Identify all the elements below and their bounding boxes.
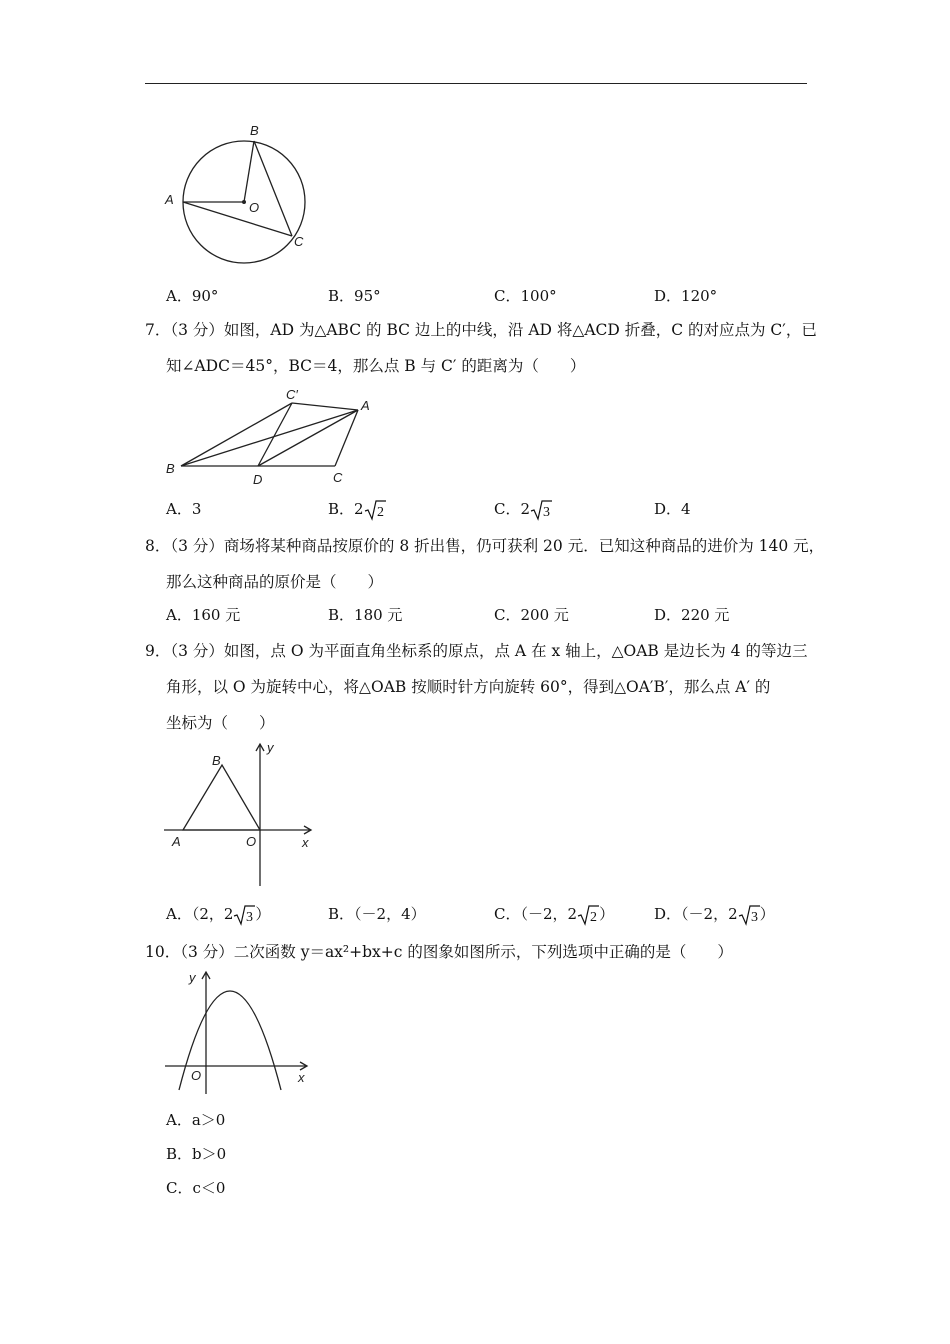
circle-figure [160, 118, 320, 278]
label-o: O [191, 1068, 202, 1083]
q10-option-a: A．a＞0 [166, 1111, 226, 1129]
sqrt-sign [738, 904, 760, 926]
q7-option-b-prefix: B．2 [328, 500, 364, 518]
q8-option-a: A．160 元 [166, 606, 241, 624]
q8-option-b: B．180 元 [328, 606, 403, 624]
sqrt-sign [530, 499, 552, 521]
axis-label-x: x [298, 1070, 305, 1085]
q9-option-a-prefix: A．（2，2 [166, 905, 234, 923]
sqrt-sign [233, 904, 255, 926]
q7-option-b [328, 499, 386, 521]
label-a: A [165, 192, 174, 207]
q10-option-b: B．b＞0 [166, 1145, 227, 1163]
q6-option-d: D．120° [654, 287, 718, 305]
q10-option-c: C．c＜0 [166, 1179, 226, 1197]
q9-option-c [494, 904, 614, 926]
label-a: A [361, 398, 370, 413]
q7-stem-line2: 知∠ADC＝45°，BC＝4，那么点 B 与 C′ 的距离为（ ） [166, 357, 586, 375]
q7-stem-line1: 7．（3 分）如图，AD 为△ABC 的 BC 边上的中线，沿 AD 将△ACD 折叠，C 的对应点为 C′，已 [145, 321, 817, 339]
label-c-prime: C′ [286, 387, 298, 402]
q9-stem-line2: 角形，以 O 为旋转中心，将△OAB 按顺时针方向旋转 60°，得到△OA′B′，那么点 A′ 的 [166, 678, 771, 696]
q7-option-c [494, 499, 552, 521]
header-rule [145, 83, 807, 84]
q9-option-d-radicand: 3 [750, 910, 758, 925]
q7-option-c-prefix: C．2 [494, 500, 531, 518]
q9-stem-line3: 坐标为（ ） [166, 714, 275, 732]
label-b: B [212, 753, 221, 768]
q7-option-b-radicand: 2 [376, 505, 384, 520]
axis-label-y: y [267, 740, 274, 755]
axis-label-y: y [189, 970, 196, 985]
q7-option-d: D．4 [654, 500, 691, 518]
q6-option-a: A．90° [166, 287, 219, 305]
q9-option-b: B．（－2，4） [328, 905, 426, 923]
q9-option-d-prefix: D．（－2，2 [654, 905, 738, 923]
q9-option-d [654, 904, 775, 926]
q9-option-a-radicand: 3 [246, 910, 254, 925]
label-d: D [253, 472, 263, 487]
q7-option-c-radicand: 3 [543, 505, 551, 520]
q6-option-c: C．100° [494, 287, 557, 305]
label-b: B [166, 461, 175, 476]
q7-option-a: A．3 [166, 500, 202, 518]
q9-option-a-suffix: ） [255, 905, 271, 923]
label-b: B [250, 123, 259, 138]
sqrt-sign [577, 904, 599, 926]
label-c: C [294, 234, 304, 249]
q9-stem-line1: 9．（3 分）如图，点 O 为平面直角坐标系的原点，点 A 在 x 轴上，△OAB 是边长为 4 的等边三 [145, 642, 808, 660]
q9-option-a [166, 904, 270, 926]
label-a: A [172, 834, 181, 849]
axis-label-x: x [302, 835, 309, 850]
label-c: C [333, 470, 343, 485]
parabola-figure [160, 965, 320, 1095]
q9-option-c-suffix: ） [599, 905, 615, 923]
label-o: O [246, 834, 257, 849]
q8-option-c: C．200 元 [494, 606, 569, 624]
q9-option-c-prefix: C．（－2，2 [494, 905, 578, 923]
label-o: O [249, 200, 260, 215]
q10-stem-line1: 10．（3 分）二次函数 y＝ax²+bx+c 的图象如图所示，下列选项中正确的是（ ） [145, 943, 733, 961]
coordinate-triangle-figure [160, 738, 320, 888]
q9-option-c-radicand: 2 [590, 910, 598, 925]
q8-option-d: D．220 元 [654, 606, 730, 624]
sqrt-sign [364, 499, 386, 521]
q9-option-d-suffix: ） [759, 905, 775, 923]
q8-stem-line1: 8．（3 分）商场将某种商品按原价的 8 折出售，仍可获利 20 元．已知这种商品的进价为 140 元， [145, 537, 825, 555]
q6-option-b: B．95° [328, 287, 381, 305]
q8-stem-line2: 那么这种商品的原价是（ ） [166, 573, 384, 591]
fold-figure [160, 382, 380, 488]
